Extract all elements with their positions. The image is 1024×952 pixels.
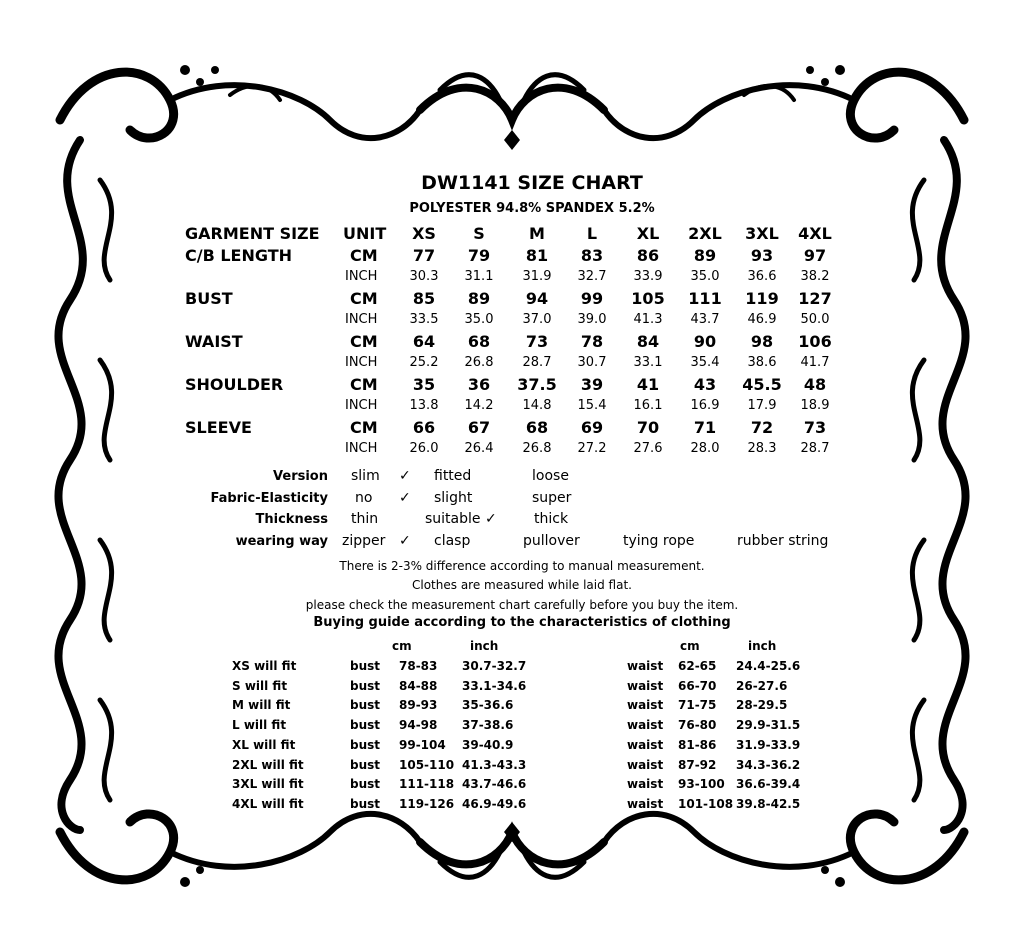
inch-value: 15.4 xyxy=(577,398,607,413)
cm-value: 64 xyxy=(412,332,436,351)
inch-value: 27.6 xyxy=(633,441,663,456)
guide-bust-inch: 30.7-32.7 xyxy=(462,659,527,673)
property-option: thin xyxy=(351,511,379,527)
inch-value: 26.8 xyxy=(464,355,494,370)
header-size-s: S xyxy=(473,224,485,243)
cm-value: 89 xyxy=(467,289,491,308)
inch-value: 46.9 xyxy=(747,312,777,327)
cm-value: 78 xyxy=(580,332,604,351)
guide-waist-cm: 101-108 xyxy=(678,796,734,811)
inch-value: 36.6 xyxy=(747,269,777,284)
guide-waist-cm: 66-70 xyxy=(678,678,717,693)
unit-cm: CM xyxy=(350,246,378,265)
guide-bust-label: bust xyxy=(350,659,381,673)
guide-col-cm-2: cm xyxy=(680,639,700,653)
inch-value: 35.4 xyxy=(690,355,720,370)
guide-waist-inch: 26-27.6 xyxy=(736,678,788,693)
guide-waist-label: waist xyxy=(627,678,664,693)
cm-value: 69 xyxy=(580,418,604,437)
inch-value: 18.9 xyxy=(800,398,830,413)
cm-value: 85 xyxy=(412,289,436,308)
guide-waist-label: waist xyxy=(627,659,664,673)
property-option: fitted xyxy=(434,468,472,484)
inch-value: 28.7 xyxy=(522,355,552,370)
property-option: ✓ xyxy=(399,468,411,484)
inch-value: 28.0 xyxy=(690,441,720,456)
row-label: WAIST xyxy=(185,332,243,351)
guide-waist-label: waist xyxy=(627,737,664,752)
unit-cm: CM xyxy=(350,332,378,351)
inch-value: 31.1 xyxy=(464,269,494,284)
cm-value: 89 xyxy=(693,246,717,265)
guide-waist-cm: 76-80 xyxy=(678,718,717,733)
property-option: super xyxy=(532,490,572,506)
inch-value: 27.2 xyxy=(577,441,607,456)
guide-bust-inch: 35-36.6 xyxy=(462,698,514,713)
guide-bust-cm: 78-83 xyxy=(399,659,438,673)
header-garment-size: GARMENT SIZE xyxy=(185,224,320,243)
guide-waist-label: waist xyxy=(627,718,664,733)
property-option: thick xyxy=(534,511,569,527)
cm-value: 67 xyxy=(467,418,491,437)
unit-inch: INCH xyxy=(345,355,378,370)
property-option: rubber string xyxy=(737,533,829,549)
cm-value: 70 xyxy=(636,418,660,437)
guide-bust-cm: 111-118 xyxy=(399,777,455,792)
guide-bust-inch: 39-40.9 xyxy=(462,737,514,752)
guide-waist-cm: 81-86 xyxy=(678,737,717,752)
measurement-note: There is 2-3% difference according to manual measurement. xyxy=(339,559,705,573)
row-label: SHOULDER xyxy=(185,375,284,394)
cm-value: 97 xyxy=(803,246,827,265)
guide-size: XS will fit xyxy=(232,659,297,673)
row-label: SLEEVE xyxy=(185,418,252,437)
guide-bust-label: bust xyxy=(350,757,381,772)
guide-waist-inch: 31.9-33.9 xyxy=(736,737,801,752)
property-option: ✓ xyxy=(399,490,411,506)
cm-value: 41 xyxy=(636,375,660,394)
property-option: tying rope xyxy=(623,533,695,549)
fabric-composition: POLYESTER 94.8% SPANDEX 5.2% xyxy=(409,201,655,216)
header-size-4xl: 4XL xyxy=(798,224,832,243)
inch-value: 30.7 xyxy=(577,355,607,370)
header-unit: UNIT xyxy=(343,224,387,243)
property-option: loose xyxy=(532,468,569,484)
inch-value: 39.0 xyxy=(577,312,607,327)
inch-value: 14.8 xyxy=(522,398,552,413)
cm-value: 127 xyxy=(798,289,832,308)
cm-value: 90 xyxy=(693,332,717,351)
property-option: pullover xyxy=(523,533,580,549)
cm-value: 94 xyxy=(525,289,549,308)
cm-value: 81 xyxy=(525,246,549,265)
measurement-note: please check the measurement chart carefully before you buy the item. xyxy=(305,598,739,612)
guide-bust-label: bust xyxy=(350,737,381,752)
guide-waist-label: waist xyxy=(627,777,664,792)
guide-bust-cm: 105-110 xyxy=(399,757,455,772)
property-label: Thickness xyxy=(255,512,328,527)
chart-title: DW1141 SIZE CHART xyxy=(421,172,643,194)
row-label: C/B LENGTH xyxy=(185,246,293,265)
header-size-l: L xyxy=(586,224,598,243)
guide-bust-inch: 41.3-43.3 xyxy=(462,757,527,772)
inch-value: 31.9 xyxy=(522,269,552,284)
property-option: no xyxy=(355,490,373,506)
guide-bust-inch: 37-38.6 xyxy=(462,718,514,733)
unit-cm: CM xyxy=(350,375,378,394)
inch-value: 37.0 xyxy=(522,312,552,327)
unit-inch: INCH xyxy=(345,269,378,284)
property-option: slight xyxy=(434,490,473,506)
guide-bust-cm: 99-104 xyxy=(399,737,446,752)
guide-bust-label: bust xyxy=(350,718,381,733)
cm-value: 83 xyxy=(580,246,604,265)
guide-waist-label: waist xyxy=(627,698,664,713)
unit-cm: CM xyxy=(350,289,378,308)
inch-value: 50.0 xyxy=(800,312,830,327)
inch-value: 13.8 xyxy=(409,398,439,413)
guide-waist-cm: 71-75 xyxy=(678,698,717,713)
cm-value: 119 xyxy=(745,289,779,308)
inch-value: 43.7 xyxy=(690,312,720,327)
guide-size: S will fit xyxy=(232,678,288,693)
cm-value: 37.5 xyxy=(517,375,557,394)
guide-bust-cm: 119-126 xyxy=(399,796,455,811)
guide-col-inch-2: inch xyxy=(748,639,777,653)
inch-value: 30.3 xyxy=(409,269,439,284)
header-size-xs: XS xyxy=(412,224,436,243)
property-label: Version xyxy=(273,469,328,484)
inch-value: 16.1 xyxy=(633,398,663,413)
guide-waist-cm: 62-65 xyxy=(678,659,717,673)
inch-value: 38.2 xyxy=(800,269,830,284)
cm-value: 77 xyxy=(412,246,436,265)
guide-size: 3XL will fit xyxy=(232,777,304,792)
guide-waist-inch: 24.4-25.6 xyxy=(736,659,801,673)
property-option: suitable ✓ xyxy=(425,511,497,527)
property-option: slim xyxy=(351,468,380,484)
cm-value: 68 xyxy=(467,332,491,351)
cm-value: 98 xyxy=(750,332,774,351)
guide-waist-inch: 34.3-36.2 xyxy=(736,757,801,772)
unit-inch: INCH xyxy=(345,398,378,413)
cm-value: 111 xyxy=(688,289,722,308)
cm-value: 73 xyxy=(803,418,827,437)
property-label: Fabric-Elasticity xyxy=(210,491,328,506)
measurement-note: Clothes are measured while laid flat. xyxy=(412,578,632,592)
cm-value: 72 xyxy=(750,418,774,437)
inch-value: 25.2 xyxy=(409,355,439,370)
guide-col-cm: cm xyxy=(392,639,412,653)
cm-value: 71 xyxy=(693,418,717,437)
header-size-3xl: 3XL xyxy=(745,224,779,243)
cm-value: 43 xyxy=(693,375,717,394)
cm-value: 84 xyxy=(636,332,660,351)
guide-waist-inch: 39.8-42.5 xyxy=(736,796,801,811)
guide-bust-inch: 43.7-46.6 xyxy=(462,777,527,792)
guide-size: M will fit xyxy=(232,698,291,713)
guide-bust-cm: 89-93 xyxy=(399,698,438,713)
cm-value: 48 xyxy=(803,375,827,394)
inch-value: 28.3 xyxy=(747,441,777,456)
unit-cm: CM xyxy=(350,418,378,437)
cm-value: 66 xyxy=(412,418,436,437)
guide-waist-cm: 93-100 xyxy=(678,777,725,792)
cm-value: 86 xyxy=(636,246,660,265)
property-option: clasp xyxy=(434,533,471,549)
inch-value: 33.5 xyxy=(409,312,439,327)
cm-value: 99 xyxy=(580,289,604,308)
inch-value: 35.0 xyxy=(464,312,494,327)
guide-bust-inch: 46.9-49.6 xyxy=(462,796,527,811)
property-label: wearing way xyxy=(235,534,328,549)
inch-value: 26.8 xyxy=(522,441,552,456)
inch-value: 41.7 xyxy=(800,355,830,370)
cm-value: 73 xyxy=(525,332,549,351)
header-size-2xl: 2XL xyxy=(688,224,722,243)
inch-value: 26.0 xyxy=(409,441,439,456)
cm-value: 45.5 xyxy=(742,375,782,394)
guide-bust-label: bust xyxy=(350,796,381,811)
guide-waist-inch: 36.6-39.4 xyxy=(736,777,801,792)
guide-size: 2XL will fit xyxy=(232,757,304,772)
inch-value: 26.4 xyxy=(464,441,494,456)
unit-inch: INCH xyxy=(345,312,378,327)
guide-bust-inch: 33.1-34.6 xyxy=(462,678,527,693)
guide-waist-inch: 29.9-31.5 xyxy=(736,718,801,733)
unit-inch: INCH xyxy=(345,441,378,456)
inch-value: 41.3 xyxy=(633,312,663,327)
inch-value: 33.1 xyxy=(633,355,663,370)
inch-value: 35.0 xyxy=(690,269,720,284)
buying-guide-title: Buying guide according to the characteristics of clothing xyxy=(313,615,731,630)
inch-value: 16.9 xyxy=(690,398,720,413)
cm-value: 36 xyxy=(467,375,491,394)
header-size-xl: XL xyxy=(636,224,660,243)
guide-size: L will fit xyxy=(232,718,287,733)
guide-bust-cm: 94-98 xyxy=(399,718,438,733)
header-size-m: M xyxy=(529,224,545,243)
cm-value: 106 xyxy=(798,332,832,351)
guide-bust-label: bust xyxy=(350,678,381,693)
cm-value: 79 xyxy=(467,246,491,265)
guide-col-inch: inch xyxy=(470,639,499,653)
guide-waist-label: waist xyxy=(627,757,664,772)
guide-bust-label: bust xyxy=(350,698,381,713)
cm-value: 39 xyxy=(580,375,604,394)
guide-bust-label: bust xyxy=(350,777,381,792)
guide-waist-label: waist xyxy=(627,796,664,811)
row-label: BUST xyxy=(185,289,233,308)
inch-value: 33.9 xyxy=(633,269,663,284)
cm-value: 35 xyxy=(412,375,436,394)
cm-value: 105 xyxy=(631,289,665,308)
guide-bust-cm: 84-88 xyxy=(399,678,438,693)
inch-value: 38.6 xyxy=(747,355,777,370)
inch-value: 14.2 xyxy=(464,398,494,413)
property-option: ✓ xyxy=(399,533,411,549)
guide-size: XL will fit xyxy=(232,737,296,752)
inch-value: 17.9 xyxy=(747,398,777,413)
cm-value: 93 xyxy=(750,246,774,265)
guide-waist-inch: 28-29.5 xyxy=(736,698,788,713)
inch-value: 32.7 xyxy=(577,269,607,284)
cm-value: 68 xyxy=(525,418,549,437)
inch-value: 28.7 xyxy=(800,441,830,456)
property-option: zipper xyxy=(342,533,386,549)
guide-waist-cm: 87-92 xyxy=(678,757,717,772)
guide-size: 4XL will fit xyxy=(232,796,304,811)
